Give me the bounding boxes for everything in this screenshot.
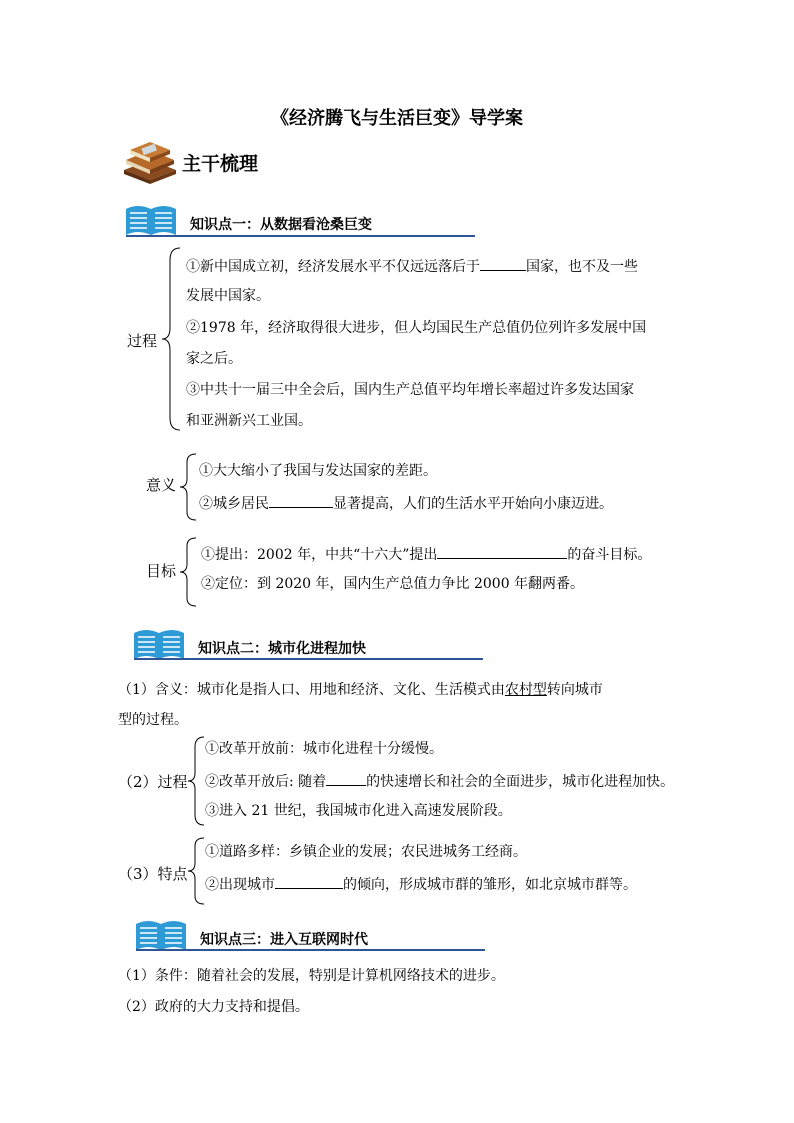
kp1-process-line2: 发展中国家。 <box>186 288 270 304</box>
kp1-process-line1: ①新中国成立初，经济发展水平不仅远远落后于 国家，也不及一些 <box>186 259 638 275</box>
kp1-process-line3: ②1978 年，经济取得很大进步，但人均国民生产总值仍位列许多发展中国 <box>186 320 647 336</box>
blank-goal[interactable] <box>437 545 567 559</box>
kp3-line1: （1）条件：随着社会的发展，特别是计算机网络技术的进步。 <box>118 968 505 984</box>
kp1-meaning-line2: ②城乡居民 显著提高，人们的生活水平开始向小康迈进。 <box>199 496 613 512</box>
kp1-process-line5: ③中共十一届三中全会后，国内生产总值平均年增长率超过许多发达国家 <box>186 382 634 398</box>
document-title: 《经济腾飞与生活巨变》导学案 <box>271 108 523 129</box>
kp2-process-label: （2）过程 <box>118 773 188 791</box>
kp1-process-line6: 和亚洲新兴工业国。 <box>186 413 312 429</box>
kp3-line2: （2）政府的大力支持和提倡。 <box>118 999 309 1015</box>
kp1-meaning-brace <box>178 452 198 522</box>
kp2-underline <box>134 658 483 660</box>
open-book-icon <box>132 627 186 661</box>
kp1-underline <box>126 235 475 237</box>
kp1-meaning-label: 意义 <box>146 476 177 494</box>
kp2-feature-brace <box>186 836 206 906</box>
kp2-definition-line1: （1）含义：城市化是指人口、用地和经济、文化、生活模式由农村型转向城市 <box>118 682 603 698</box>
kp2-process-line1: ①改革开放前：城市化进程十分缓慢。 <box>205 741 443 757</box>
open-book-icon <box>134 918 188 952</box>
kp3-underline <box>136 949 485 951</box>
kp3-title: 知识点三：进入互联网时代 <box>200 932 368 948</box>
kp2-feature-line2: ②出现城市 的倾向，形成城市群的雏形，如北京城市群等。 <box>205 877 637 893</box>
kp1-goal-line2: ②定位：到 2020 年，国内生产总值力争比 2000 年翻两番。 <box>201 576 585 592</box>
kp2-process-brace <box>186 735 206 827</box>
kp1-goal-brace <box>178 536 198 608</box>
kp2-feature-label: （3）特点 <box>118 865 188 883</box>
blank-economy[interactable] <box>326 772 366 786</box>
kp1-process-line4: 家之后。 <box>186 351 242 367</box>
kp1-goal-line1: ①提出：2002 年，中共“十六大”提出 的奋斗目标。 <box>201 547 652 563</box>
kp1-goal-label: 目标 <box>146 562 177 580</box>
blank-developed-countries[interactable] <box>480 257 526 271</box>
section-title: 主干梳理 <box>182 153 259 175</box>
kp2-process-line2: ②改革开放后: 随着 的快速增长和社会的全面进步，城市化进程加快。 <box>205 774 675 790</box>
kp2-title: 知识点二：城市化进程加快 <box>198 641 366 657</box>
kp1-meaning-line1: ①大大缩小了我国与发达国家的差距。 <box>199 463 437 479</box>
kp1-process-label: 过程 <box>127 332 158 350</box>
kp2-definition-line2: 型的过程。 <box>118 712 188 728</box>
kp1-process-brace <box>160 246 182 432</box>
kp2-feature-line1: ①道路多样：乡镇企业的发展；农民进城务工经商。 <box>205 844 527 860</box>
blank-city[interactable] <box>275 875 343 889</box>
blank-income[interactable] <box>269 494 333 508</box>
kp2-process-line3: ③进入 21 世纪，我国城市化进入高速发展阶段。 <box>205 803 512 819</box>
books-icon <box>120 140 178 184</box>
kp1-title: 知识点一：从数据看沧桑巨变 <box>190 217 372 233</box>
open-book-icon <box>124 203 178 237</box>
